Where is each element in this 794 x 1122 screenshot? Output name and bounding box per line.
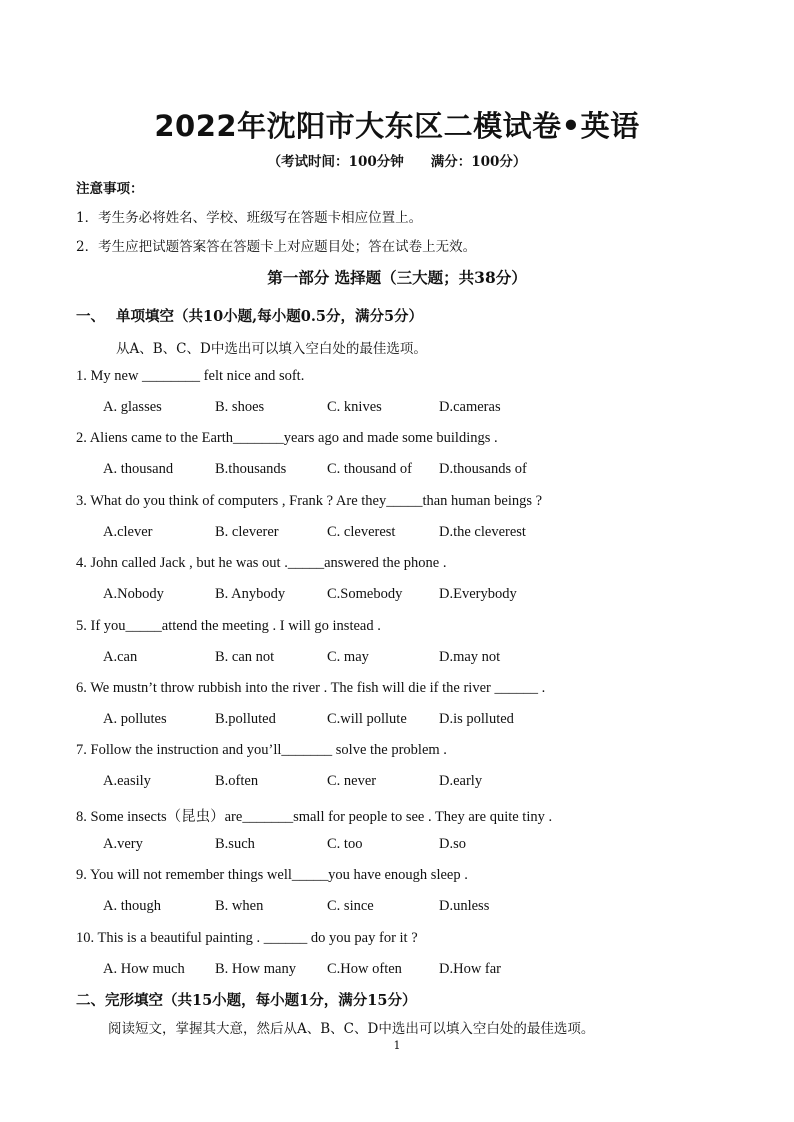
answer-option-b: B.such xyxy=(215,835,255,852)
section2-number: 二、 xyxy=(76,992,105,1009)
answer-option-d: D.cameras xyxy=(439,399,501,415)
answer-option-a: A.clever xyxy=(103,523,153,540)
answer-option-d: D.may not xyxy=(439,648,501,665)
notes-heading: 注意事项： xyxy=(76,181,144,197)
note-item-2: 2．考生应把试题答案答在答题卡上对应题目处；答在试卷上无效。 xyxy=(76,239,477,255)
answer-option-b: B.often xyxy=(215,773,259,790)
part1-heading: 第一部分 选择题（三大题；共38分） xyxy=(267,268,527,287)
answer-option-d: D.so xyxy=(439,835,466,852)
answer-option-a: A. though xyxy=(103,898,161,915)
question-stem: 2. Aliens came to the Earth_______years ago and made some buildings . xyxy=(76,430,498,447)
question-stem: 3. What do you think of computers , Frank ? Are they_____than human beings ? xyxy=(76,492,543,509)
question-stem: 5. If you_____attend the meeting . I will go instead . xyxy=(76,617,381,634)
answer-option-c: C. since xyxy=(327,898,374,915)
answer-option-a: A. pollutes xyxy=(103,711,167,727)
question-stem: 6. We mustn’t throw rubbish into the river . The fish will die if the river ______ . xyxy=(76,680,546,696)
section2-heading xyxy=(76,989,416,1010)
question-stem: 1. My new ________ felt nice and soft. xyxy=(76,368,305,384)
question-stem: 10. This is a beautiful painting . ______ do you pay for it ? xyxy=(76,929,418,946)
answer-option-d: D.How far xyxy=(439,960,502,977)
page-number: 1 xyxy=(393,1039,401,1052)
answer-option-c: C.Somebody xyxy=(327,586,403,603)
answer-option-c: C.How often xyxy=(327,960,402,977)
section1-number: 一、 xyxy=(76,308,105,325)
answer-option-c: C. knives xyxy=(327,399,382,415)
answer-option-d: D.is polluted xyxy=(439,711,514,727)
answer-option-b: B. shoes xyxy=(215,399,265,415)
answer-option-b: B. Anybody xyxy=(215,586,286,603)
section1-heading xyxy=(76,305,423,326)
answer-option-c: C. never xyxy=(327,773,377,790)
answer-option-b: B.polluted xyxy=(215,711,276,727)
section1-instruction: 从A、B、C、D中选出可以填入空白处的最佳选项。 xyxy=(116,341,427,357)
answer-option-d: D.the cleverest xyxy=(439,523,526,540)
answer-option-c: C. thousand of xyxy=(327,461,412,478)
answer-option-d: D.early xyxy=(439,773,483,790)
answer-option-c: C.will pollute xyxy=(327,711,407,727)
question-stem: 9. You will not remember things well_____you have enough sleep . xyxy=(76,867,468,884)
answer-option-a: A.very xyxy=(103,835,143,852)
answer-option-b: B.thousands xyxy=(215,461,287,478)
exam-title: 2022年沈阳市大东区二模试卷•英语 xyxy=(154,109,640,143)
section2-instruction: 阅读短文，掌握其大意，然后从A、B、C、D中选出可以填入空白处的最佳选项。 xyxy=(108,1021,595,1037)
answer-option-d: D.unless xyxy=(439,898,490,915)
answer-option-b: B. How many xyxy=(215,960,296,977)
section2-title: 完形填空（共15小题，每小题1分，满分15分） xyxy=(105,992,417,1009)
exam-time-and-score: （考试时间：100分钟 满分：100分） xyxy=(267,154,527,170)
answer-option-a: A.can xyxy=(103,648,138,665)
note-item-1: 1．考生务必将姓名、学校、班级写在答题卡相应位置上。 xyxy=(76,210,423,226)
answer-option-a: A.Nobody xyxy=(103,586,164,603)
question-stem: 4. John called Jack , but he was out ._____answered the phone . xyxy=(76,555,447,572)
answer-option-a: A.easily xyxy=(103,773,151,790)
answer-option-a: A. How much xyxy=(103,960,185,977)
answer-option-b: B. when xyxy=(215,898,264,915)
answer-option-c: C. cleverest xyxy=(327,523,396,540)
question-stem: 7. Follow the instruction and you’ll_______ solve the problem . xyxy=(76,742,447,759)
answer-option-a: A. thousand xyxy=(103,461,174,478)
answer-option-c: C. too xyxy=(327,835,363,852)
answer-option-c: C. may xyxy=(327,648,369,665)
answer-option-a: A. glasses xyxy=(103,399,162,415)
section1-title: 单项填空（共10小题,每小题0.5分，满分5分） xyxy=(116,308,424,325)
answer-option-d: D.thousands of xyxy=(439,461,527,478)
question-stem: 8. Some insects（昆虫）are_______small for people to see . They are quite tiny . xyxy=(76,808,553,825)
answer-option-b: B. can not xyxy=(215,648,275,665)
answer-option-b: B. cleverer xyxy=(215,523,279,540)
answer-option-d: D.Everybody xyxy=(439,586,517,603)
